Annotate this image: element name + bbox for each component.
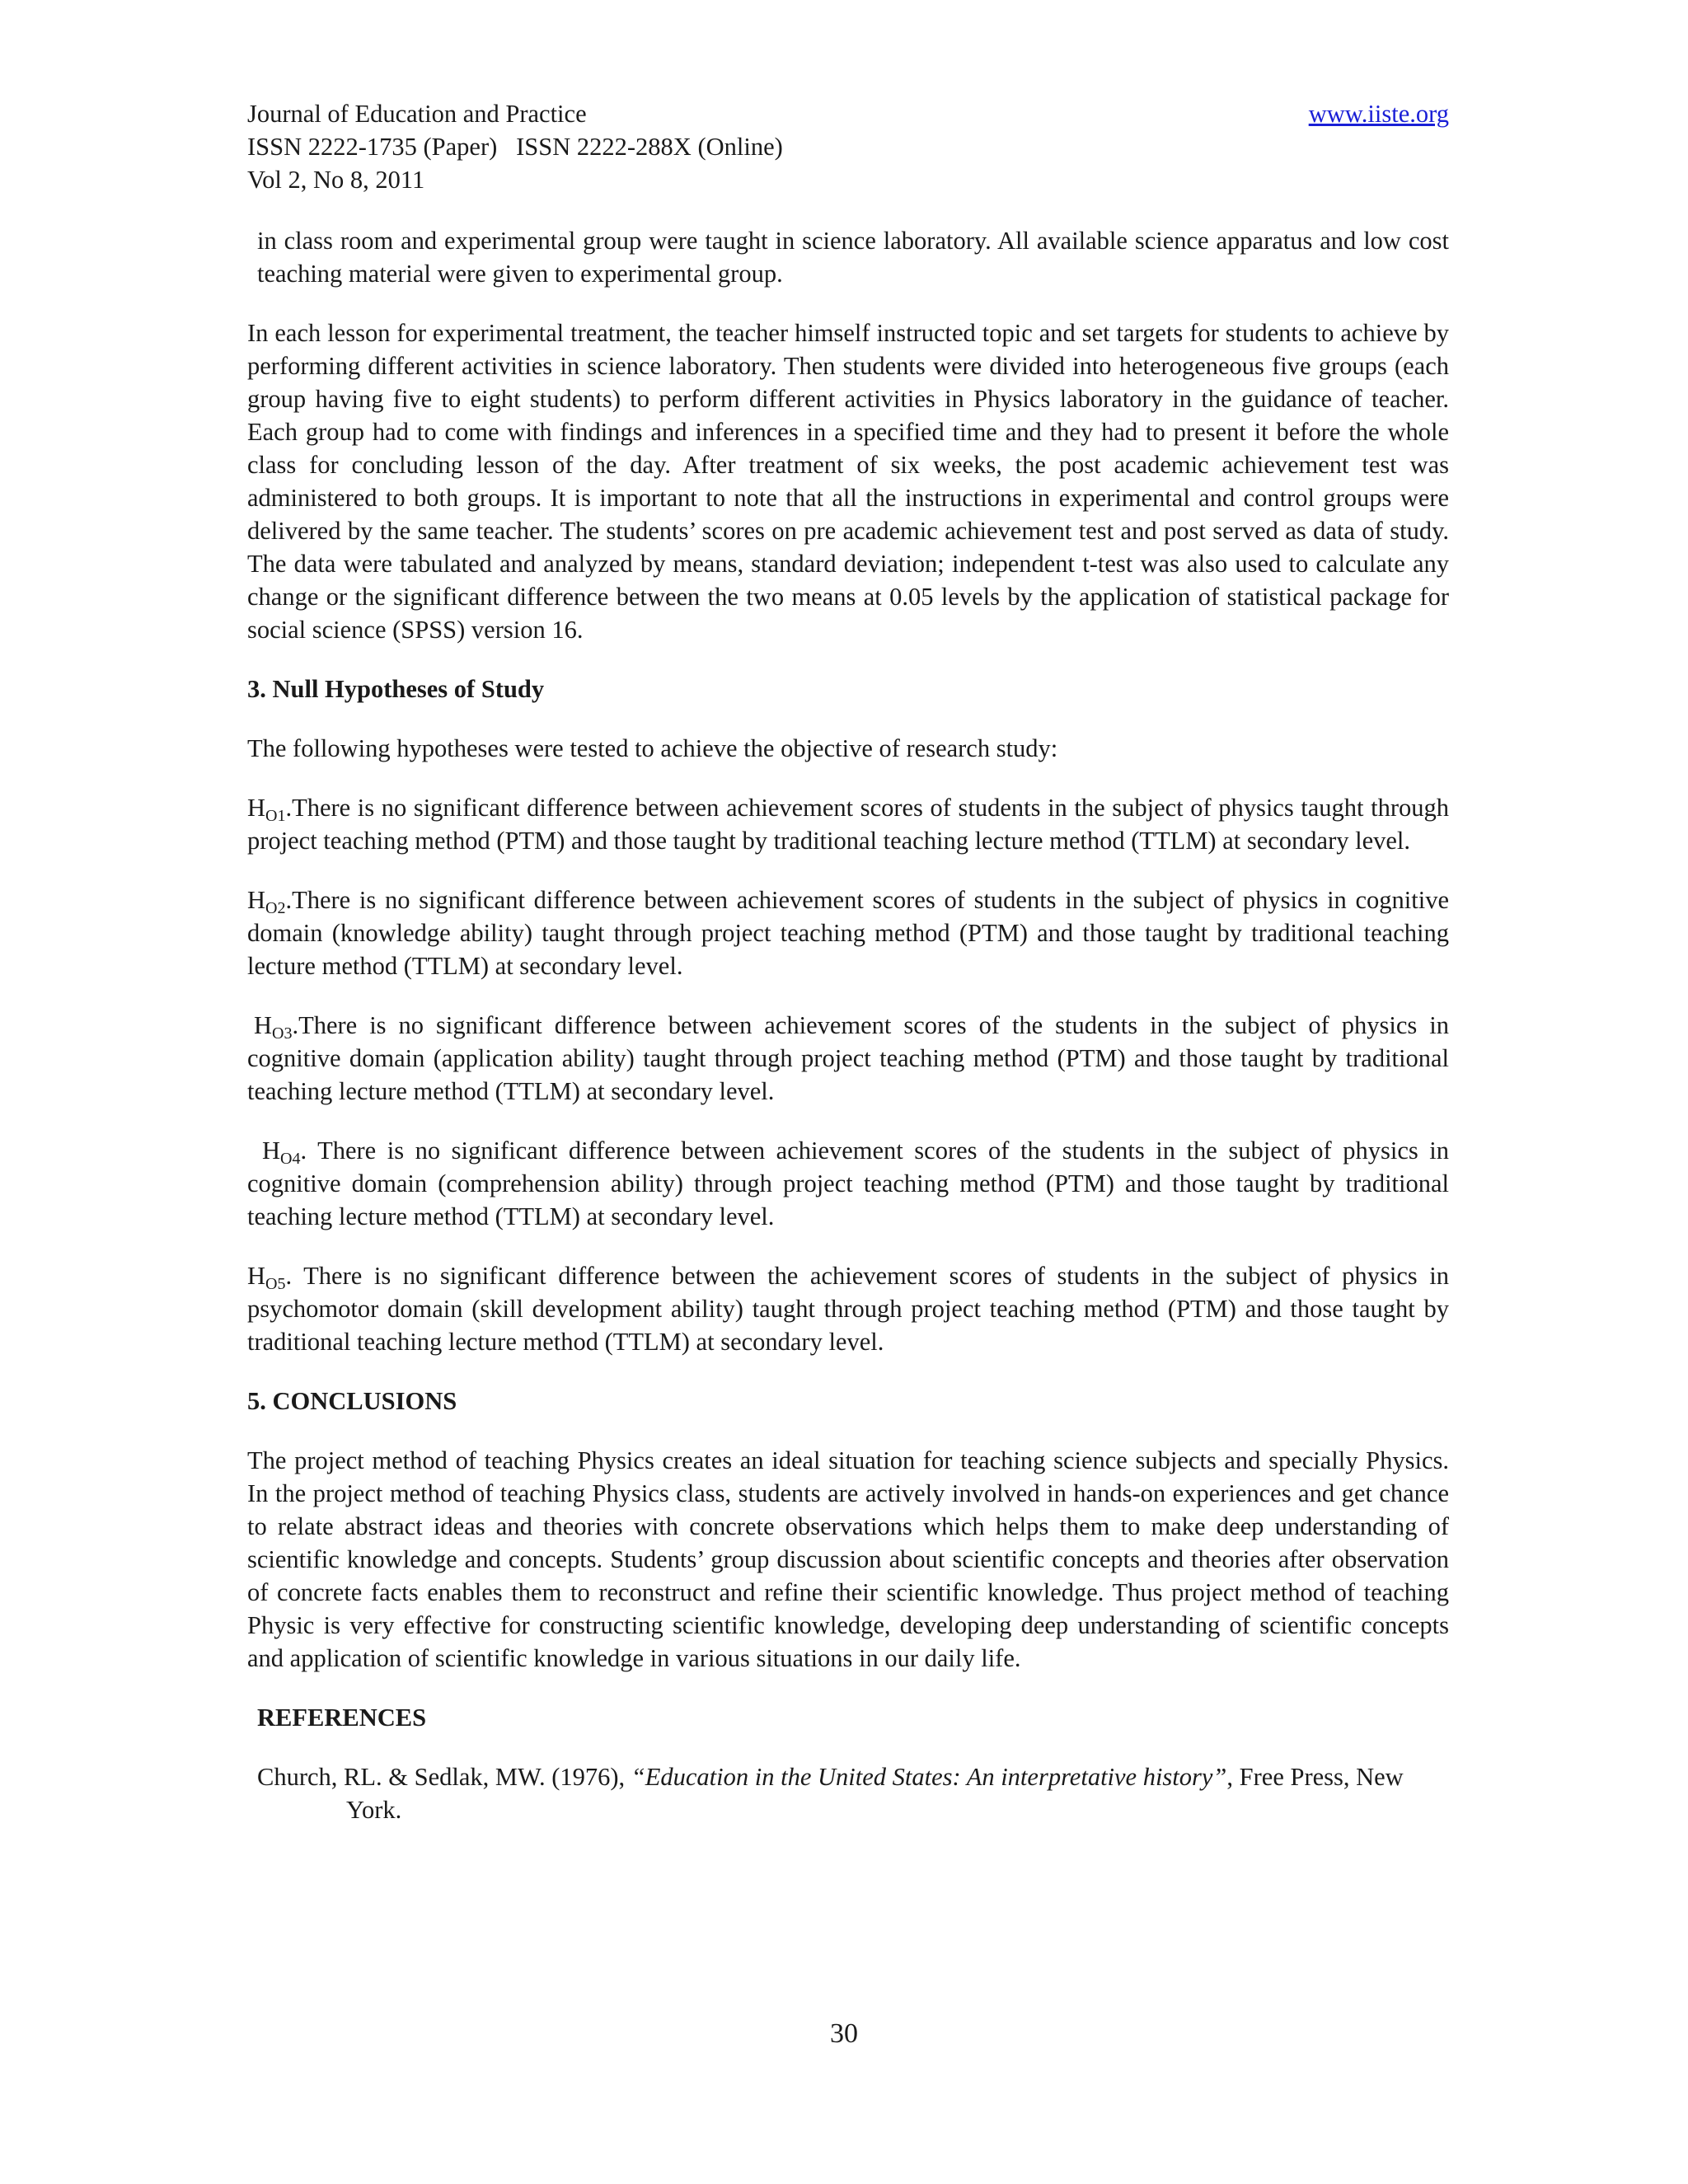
hypothesis-subscript: O1 [265, 807, 286, 825]
hypothesis-1 [247, 791, 1449, 857]
page-number: 30 [830, 2018, 858, 2049]
hypothesis-text: .There is no significant difference between achievement scores of students in the subject of physics in cognitive domain (knowledge ability) taught through project teaching method (PTM) and those taught by traditional teaching lecture method (TTLM) at secondary level. [247, 886, 1449, 980]
section-heading-hypotheses: 3. Null Hypotheses of Study [247, 675, 545, 703]
hypothesis-subscript: O3 [272, 1024, 293, 1043]
issn-line: ISSN 2222-1735 (Paper) ISSN 2222-288X (Online) [247, 133, 783, 161]
hypothesis-2 [247, 883, 1449, 982]
hypothesis-subscript: O4 [280, 1150, 301, 1168]
hypothesis-text: .There is no significant difference between achievement scores of students in the subject of physics taught through project teaching method (PTM) and those taught by traditional teaching lecture method (TTLM) at secondary level. [247, 794, 1449, 855]
reference-authors: Church, RL. & Sedlak, MW. (1976), [257, 1763, 631, 1791]
reference-publisher: , Free Press, New York. [346, 1763, 1404, 1824]
journal-website-link[interactable]: www.iiste.org [1308, 100, 1449, 128]
volume-line: Vol 2, No 8, 2011 [247, 166, 425, 194]
hypothesis-subscript: O5 [265, 1275, 286, 1293]
hypothesis-3 [247, 1009, 1449, 1108]
hypothesis-text: . There is no significant difference between achievement scores of the students in the subject of physics in cognitive domain (comprehension ability) through project teaching method (PTM) and those taught by traditional teaching lecture method (TTLM) at secondary level. [247, 1137, 1449, 1230]
header-row-1 [247, 97, 1449, 130]
paragraph-continued: in class room and experimental group were taught in science laboratory. All available science apparatus and low cost teaching material were given to experimental group. [257, 227, 1449, 288]
hypothesis-text: .There is no significant difference between achievement scores of the students in the subject of physics in cognitive domain (application ability) taught through project teaching method (PTM) and those taught by traditional teaching lecture method (TTLM) at secondary level. [247, 1011, 1449, 1105]
journal-title: Journal of Education and Practice [247, 100, 587, 128]
hypothesis-symbol: H [254, 1011, 273, 1039]
section-heading-references: REFERENCES [257, 1704, 427, 1732]
hypothesis-symbol: H [247, 886, 266, 914]
hypothesis-symbol: H [247, 794, 266, 822]
hypothesis-symbol: H [247, 1262, 266, 1290]
hypothesis-text: . There is no significant difference between the achievement scores of students in the subject of physics in psychomotor domain (skill development ability) taught through project teaching method (PTM) and those taught by traditional teaching lecture method (TTLM) at secondary level. [247, 1262, 1449, 1356]
hypothesis-5 [247, 1259, 1449, 1358]
paragraph-treatment: In each lesson for experimental treatment, the teacher himself instructed topic and set targets for students to achieve by performing different activities in science laboratory. Then students were divided into heterogeneous five groups (each group having five to eight students) to perform different activities in Physics laboratory in the guidance of teacher. Each group had to come with findings and inferences in a specified time and they had to present it before the whole class for concluding lesson of the day. After treatment of six weeks, the post academic achievement test was administered to both groups. It is important to note that all the instructions in experimental and control groups were delivered by the same teacher. The students’ scores on pre academic achievement test and post served as data of study. The data were tabulated and analyzed by means, standard deviation; independent t-test was also used to calculate any change or the significant difference between the two means at 0.05 levels by the application of statistical package for social science (SPSS) version 16. [247, 319, 1449, 644]
hypothesis-subscript: O2 [265, 899, 286, 917]
reference-entry-1 [247, 1760, 1449, 1826]
section-heading-conclusions: 5. CONCLUSIONS [247, 1387, 457, 1415]
hypothesis-symbol: H [262, 1137, 281, 1165]
hypotheses-intro: The following hypotheses were tested to achieve the objective of research study: [247, 734, 1058, 762]
paragraph-conclusions: The project method of teaching Physics creates an ideal situation for teaching science subjects and specially Physics. In the project method of teaching Physics class, students are actively involved in hands-on experiences and get chance to relate abstract ideas and theories with concrete observations which helps them to make deep understanding of scientific knowledge and concepts. Students’ group discussion about scientific concepts and theories after observation of concrete facts enables them to reconstruct and refine their scientific knowledge. Thus project method of teaching Physic is very effective for constructing scientific knowledge, developing deep understanding of scientific concepts and application of scientific knowledge in various situations in our daily life. [247, 1446, 1449, 1672]
reference-title: “Education in the United States: An interpretative history” [631, 1763, 1227, 1791]
hypothesis-4 [247, 1134, 1449, 1233]
page-content [247, 97, 1449, 1826]
